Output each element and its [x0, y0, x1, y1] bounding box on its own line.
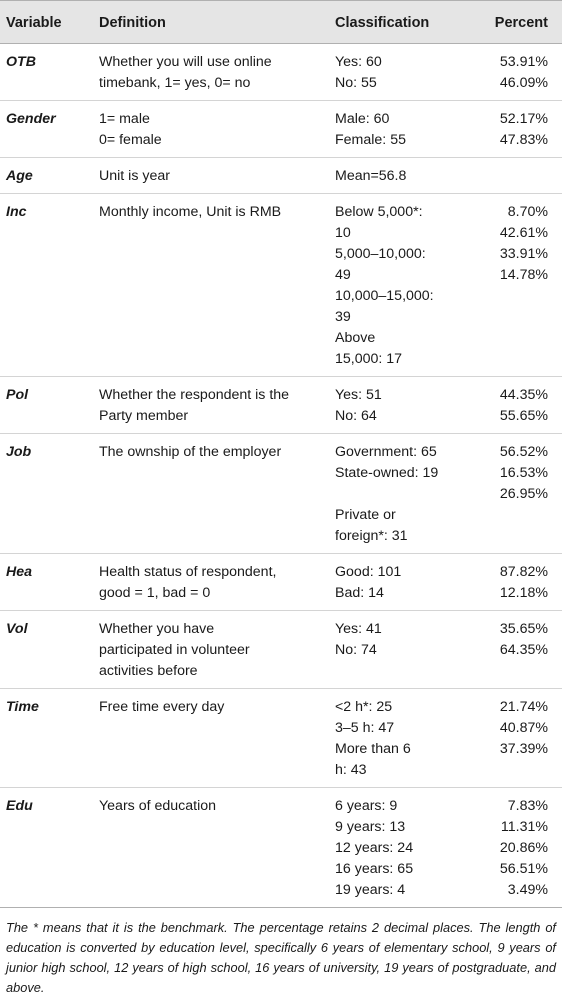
cell-percent-line: 42.61% — [499, 225, 548, 241]
header-percent: Percent — [475, 1, 562, 44]
cell-variable: Gender — [0, 101, 88, 158]
cell-definition-line: Party member — [99, 408, 189, 424]
cell-definition-line: 1= male — [99, 111, 150, 127]
header-definition: Definition — [88, 1, 325, 44]
cell-classification-line: Mean=56.8 — [335, 168, 407, 184]
cell-definition-line: participated in volunteer — [99, 642, 250, 658]
cell-classification-line: More than 6 — [335, 741, 411, 757]
cell-classification — [325, 554, 475, 611]
cell-percent-line: 14.78% — [499, 267, 548, 283]
cell-definition-line: 0= female — [99, 132, 162, 148]
cell-classification-line: h: 43 — [335, 762, 367, 778]
table-row — [0, 788, 562, 908]
cell-percent-line: 37.39% — [499, 741, 548, 757]
cell-classification-line: Bad: 14 — [335, 585, 384, 601]
cell-definition-line: Free time every day — [99, 699, 225, 715]
cell-classification-line: Yes: 51 — [335, 387, 382, 403]
cell-classification-line: foreign*: 31 — [335, 528, 408, 544]
cell-classification-line: Below 5,000*: — [335, 204, 423, 220]
table-row — [0, 377, 562, 434]
cell-variable: Pol — [0, 377, 88, 434]
cell-classification — [325, 44, 475, 101]
cell-classification-line: 5,000–10,000: — [335, 246, 426, 262]
cell-definition — [88, 377, 325, 434]
cell-definition — [88, 194, 325, 377]
cell-definition-line: Years of education — [99, 798, 217, 814]
cell-definition-line: activities before — [99, 663, 198, 679]
cell-classification-line: 12 years: 24 — [335, 840, 414, 856]
cell-classification-line: <2 h*: 25 — [335, 699, 393, 715]
cell-percent-line: 40.87% — [499, 720, 548, 736]
cell-definition — [88, 434, 325, 554]
cell-variable: Job — [0, 434, 88, 554]
cell-classification-line: 39 — [335, 309, 351, 325]
header-classification: Classification — [325, 1, 475, 44]
cell-definition-line: Whether you will use online — [99, 54, 272, 70]
cell-percent-line: 55.65% — [499, 408, 548, 424]
cell-classification-line: 19 years: 4 — [335, 882, 406, 898]
cell-percent — [475, 788, 562, 908]
cell-percent — [475, 101, 562, 158]
cell-classification-line: 16 years: 65 — [335, 861, 414, 877]
cell-definition — [88, 44, 325, 101]
cell-percent-line: 16.53% — [499, 465, 548, 481]
cell-classification-line: 6 years: 9 — [335, 798, 398, 814]
cell-percent — [475, 194, 562, 377]
cell-percent-line: 12.18% — [499, 585, 548, 601]
cell-definition-line: Whether the respondent is the — [99, 387, 290, 403]
cell-variable: Time — [0, 689, 88, 788]
cell-percent-line: 44.35% — [499, 387, 548, 403]
cell-definition-line: timebank, 1= yes, 0= no — [99, 75, 251, 91]
cell-classification — [325, 434, 475, 554]
cell-percent-line: 56.51% — [499, 861, 548, 877]
cell-classification — [325, 101, 475, 158]
header-variable: Variable — [0, 1, 88, 44]
cell-percent — [475, 689, 562, 788]
cell-percent-line: 46.09% — [499, 75, 548, 91]
cell-definition — [88, 101, 325, 158]
cell-percent-line: 20.86% — [499, 840, 548, 856]
cell-spacer — [335, 484, 469, 505]
cell-percent-line: 21.74% — [499, 699, 548, 715]
table-row — [0, 689, 562, 788]
table-row — [0, 611, 562, 689]
table-body — [0, 44, 562, 908]
cell-classification-line: 49 — [335, 267, 351, 283]
cell-percent-line: 7.83% — [507, 798, 548, 814]
cell-definition — [88, 611, 325, 689]
table-row — [0, 158, 562, 194]
table-footnote: The * means that it is the benchmark. The percentage retains 2 decimal places. The length of education is converted by education level, specifically 6 years of elementary school, 9 years of junior high school, 12 years of high school, 16 years of university, 19 years of postgraduate, and above. — [6, 920, 556, 995]
cell-percent — [475, 611, 562, 689]
cell-percent-line: 87.82% — [499, 564, 548, 580]
cell-variable: Age — [0, 158, 88, 194]
cell-classification-line: 10,000–15,000: — [335, 288, 434, 304]
cell-classification-line: Yes: 60 — [335, 54, 382, 70]
cell-classification-line: 9 years: 13 — [335, 819, 406, 835]
cell-percent-line: 8.70% — [507, 204, 548, 220]
table-header — [0, 1, 562, 44]
cell-percent-line: 26.95% — [499, 486, 548, 502]
cell-classification-line: Government: 65 — [335, 444, 437, 460]
cell-percent-line: 56.52% — [499, 444, 548, 460]
cell-definition-line: Monthly income, Unit is RMB — [99, 204, 282, 220]
cell-classification-line: 15,000: 17 — [335, 351, 403, 367]
cell-definition-line: The ownship of the employer — [99, 444, 282, 460]
cell-variable: Vol — [0, 611, 88, 689]
table-row — [0, 194, 562, 377]
cell-percent — [475, 158, 562, 194]
header-row — [0, 1, 562, 44]
cell-definition — [88, 788, 325, 908]
cell-percent-line: 35.65% — [499, 621, 548, 637]
cell-variable: OTB — [0, 44, 88, 101]
table-row — [0, 44, 562, 101]
cell-classification-line: Female: 55 — [335, 132, 406, 148]
cell-classification-line: No: 74 — [335, 642, 377, 658]
cell-classification-line: Good: 101 — [335, 564, 402, 580]
cell-classification-line: State-owned: 19 — [335, 465, 439, 481]
cell-percent-line: 64.35% — [499, 642, 548, 658]
cell-definition-line: Whether you have — [99, 621, 215, 637]
cell-classification — [325, 689, 475, 788]
cell-classification-line: Male: 60 — [335, 111, 390, 127]
cell-definition — [88, 689, 325, 788]
table-row — [0, 554, 562, 611]
cell-classification-line: 3–5 h: 47 — [335, 720, 395, 736]
cell-definition — [88, 554, 325, 611]
cell-classification — [325, 788, 475, 908]
cell-definition-line: Health status of respondent, — [99, 564, 277, 580]
cell-percent — [475, 44, 562, 101]
table-row — [0, 434, 562, 554]
cell-classification-line: Private or — [335, 507, 396, 523]
cell-classification-line: Above — [335, 330, 376, 346]
cell-percent-line: 33.91% — [499, 246, 548, 262]
cell-variable: Edu — [0, 788, 88, 908]
cell-classification — [325, 158, 475, 194]
cell-percent — [475, 554, 562, 611]
cell-percent-line: 47.83% — [499, 132, 548, 148]
cell-variable: Hea — [0, 554, 88, 611]
cell-classification — [325, 611, 475, 689]
cell-classification-line: 10 — [335, 225, 351, 241]
cell-classification — [325, 194, 475, 377]
cell-classification-line: No: 55 — [335, 75, 377, 91]
cell-percent — [475, 434, 562, 554]
cell-definition — [88, 158, 325, 194]
cell-variable: Inc — [0, 194, 88, 377]
cell-percent-line: 3.49% — [507, 882, 548, 898]
cell-percent-line: 52.17% — [499, 111, 548, 127]
cell-percent-line: 11.31% — [500, 819, 548, 835]
cell-classification-line: No: 64 — [335, 408, 377, 424]
cell-percent — [475, 377, 562, 434]
cell-classification — [325, 377, 475, 434]
table-row — [0, 101, 562, 158]
cell-definition-line: good = 1, bad = 0 — [99, 585, 211, 601]
cell-definition-line: Unit is year — [99, 168, 170, 184]
cell-percent-line: 53.91% — [499, 54, 548, 70]
cell-classification-line: Yes: 41 — [335, 621, 382, 637]
